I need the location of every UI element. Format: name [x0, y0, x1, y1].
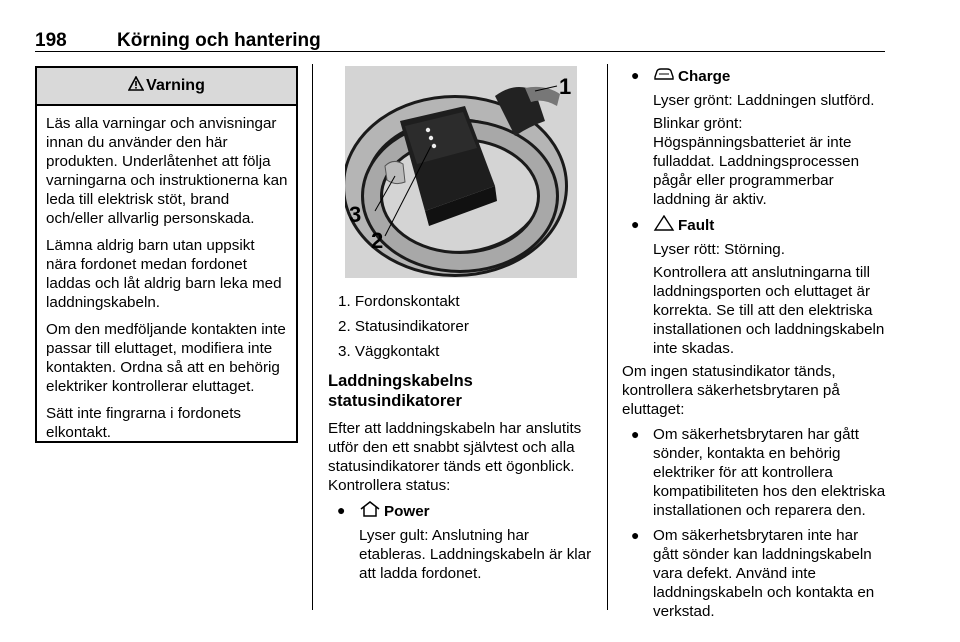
warning-title: Varning: [146, 77, 205, 94]
bullet: ●: [631, 67, 640, 83]
car-icon: [653, 66, 675, 87]
callout-3: 3: [349, 202, 362, 227]
list-item: 1. Fordonskontakt: [338, 293, 460, 310]
page-number: 198: [35, 30, 67, 51]
callout-2: 2: [371, 228, 384, 253]
indicator-charge: [622, 66, 887, 209]
bullet: ●: [631, 216, 640, 232]
bullet: ●: [631, 426, 640, 442]
charging-cable-illustration: [345, 66, 577, 278]
indicator-label: Charge: [678, 68, 731, 85]
list-item: 3. Väggkontakt: [338, 343, 440, 360]
warning-paragraph: Lämna aldrig barn utan uppsikt nära fordonet medan fordonet laddas och låt aldrig barn leka med laddningskabeln.: [46, 237, 282, 311]
indicator-fault: [622, 215, 887, 358]
bullet: ●: [631, 527, 640, 543]
bullet: ●: [337, 502, 346, 518]
indicator-description: Kontrollera att anslutningarna till laddningsporten och eluttaget är korrekta. Se till att den elektriska installationen och laddningskabeln inte skadas.: [653, 264, 885, 357]
warning-body: [37, 106, 296, 442]
indicator-label: Power: [384, 503, 430, 520]
list-item: ● Om säkerhetsbrytaren har gått sönder, kontakta en behörig elektriker för att kontrollera kompatibiliteten hos den elektriska installationen och reparera den.: [631, 426, 886, 519]
warning-paragraph: Om den medföljande kontakten inte passar till eluttaget, modifiera inte kontakten. Ordna så att en behörig elektriker kontrollerar eluttaget.: [46, 321, 286, 395]
warning-triangle-icon: [653, 215, 675, 236]
warning-paragraph: Läs alla varningar och anvisningar innan du använder den här produkten. Underlåtenhet att följa varningarna och instruktionerna kan leda till elektrisk stöt, brand och/eller allvarlig personskada.: [46, 115, 288, 227]
right-column: [622, 66, 887, 621]
indicator-description: Lyser grönt: Laddningen slutförd.: [653, 92, 875, 109]
section-intro: Efter att laddningskabeln har anslutits utför den ett snabbt självtest och alla statusindikatorer tänds ett ögonblick. Kontrollera status:: [328, 420, 582, 494]
indicator-description: Lyser gult: Anslutning har etableras. Laddningskabeln är klar att ladda fordonet.: [359, 527, 592, 582]
indicator-description: Blinkar grönt: Högspänningsbatteriet är inte fulladdat. Laddningsprocessen pågår eller programmerbar laddning är aktiv.: [653, 115, 860, 208]
parts-list: [338, 292, 593, 361]
indicator-power: [328, 501, 593, 583]
warning-paragraph: Sätt inte fingrarna i fordonets elkontakt.: [46, 405, 242, 441]
column-divider-right: [607, 64, 608, 610]
no-indicator-text: Om ingen statusindikator tänds, kontrollera säkerhetsbrytaren på eluttaget:: [622, 363, 840, 418]
warning-triangle-icon: [128, 76, 144, 96]
home-icon: [359, 501, 381, 522]
warning-box: [35, 66, 298, 443]
header-rule: [35, 51, 885, 52]
column-divider-left: [312, 64, 313, 610]
indicator-label: Fault: [678, 217, 715, 234]
warning-header: [37, 68, 296, 106]
list-item: ● Om säkerhetsbrytaren inte har gått sönder kan laddningskabeln vara defekt. Använd inte laddningskabeln och kontakta en verkstad.: [631, 527, 875, 620]
middle-column: [328, 292, 593, 583]
indicator-description: Lyser rött: Störning.: [653, 241, 785, 258]
callout-1: 1: [559, 74, 572, 99]
list-item: 2. Statusindikatorer: [338, 318, 469, 335]
page-title: Körning och hantering: [117, 30, 321, 51]
section-heading: Laddningskabelns statusindikatorer: [328, 372, 473, 410]
